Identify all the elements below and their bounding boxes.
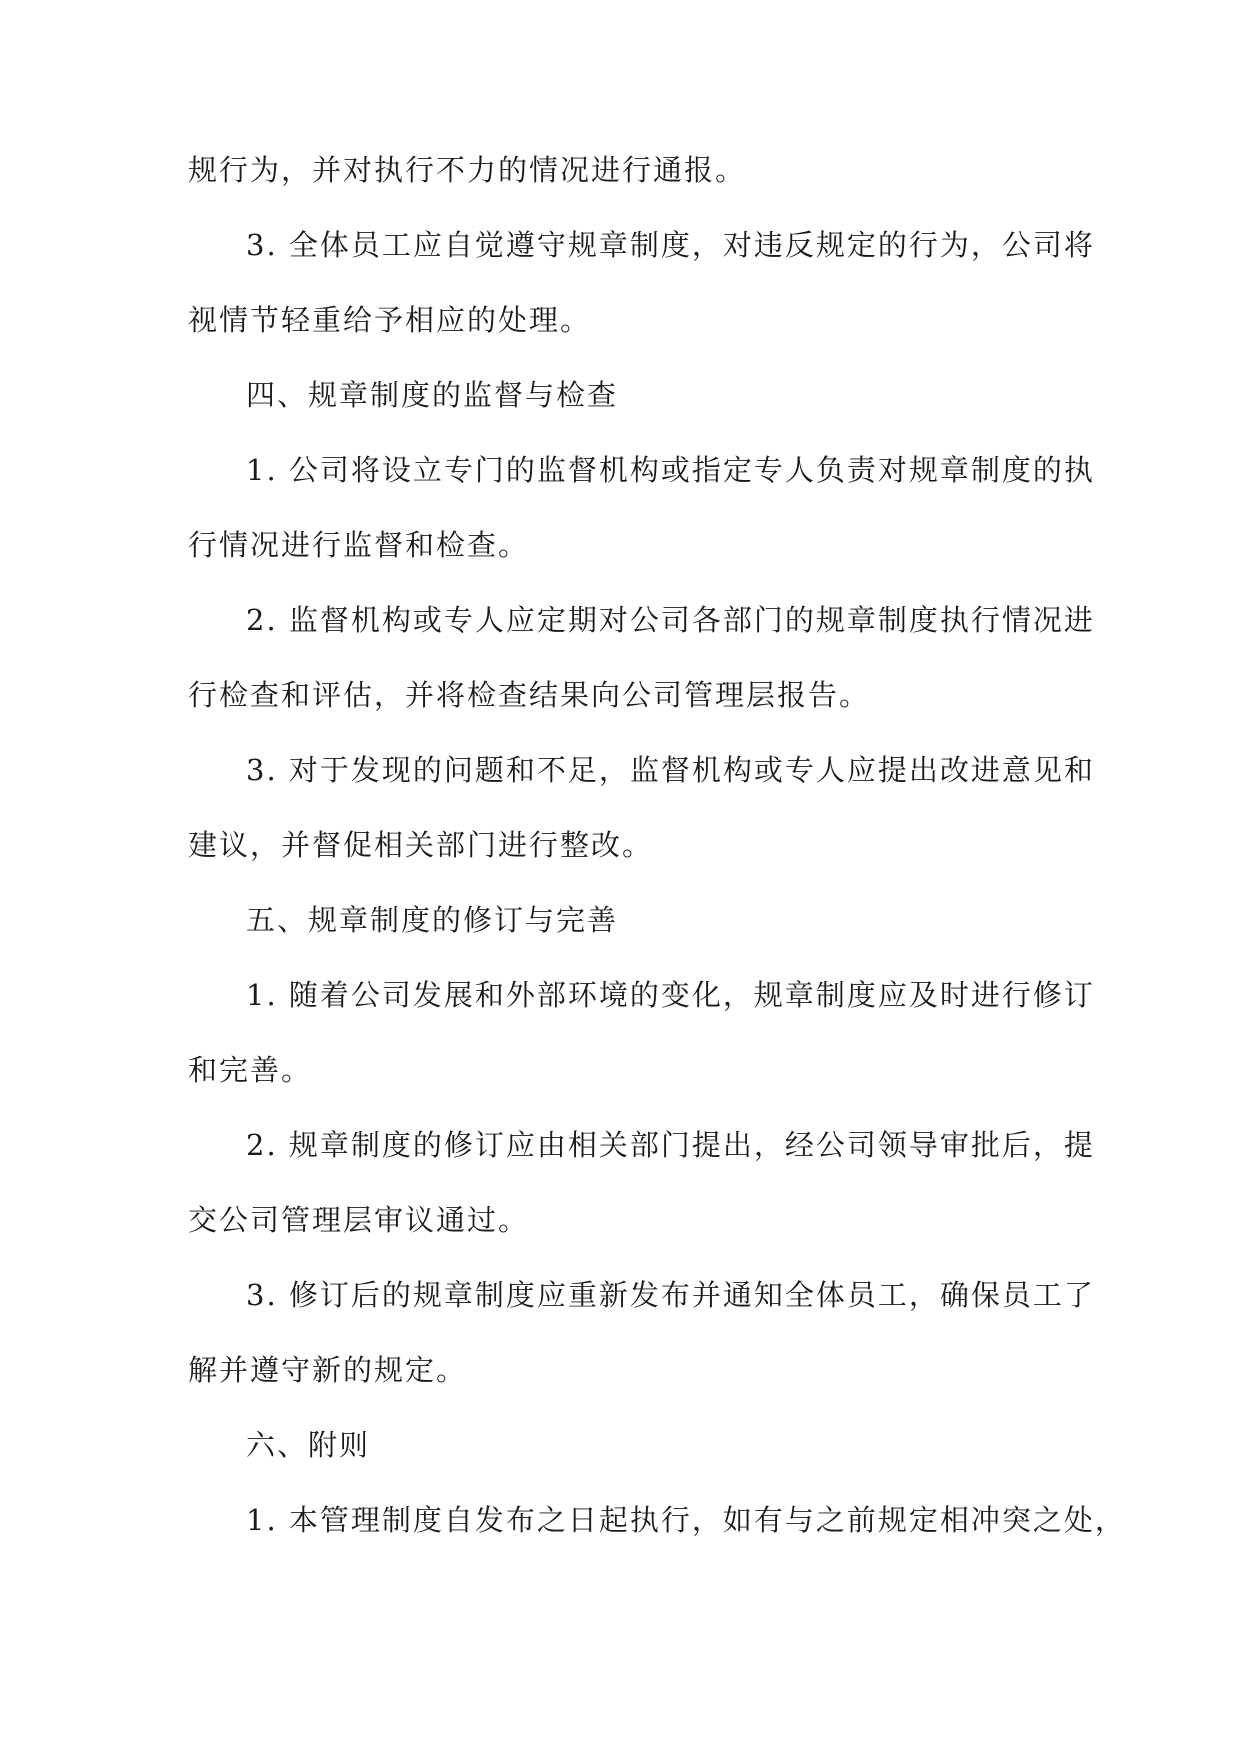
paragraph-line: 规行为，并对执行不力的情况进行通报。 [188,153,747,187]
paragraph-line: 行检查和评估，并将检查结果向公司管理层报告。 [188,678,871,712]
paragraph-line: 3. 修订后的规章制度应重新发布并通知全体员工，确保员工了 [246,1278,1095,1312]
paragraph-line: 和完善。 [188,1053,313,1087]
paragraph-line: 行情况进行监督和检查。 [188,528,530,562]
paragraph-line: 3. 全体员工应自觉遵守规章制度，对违反规定的行为，公司将 [246,228,1095,262]
paragraph-line: 3. 对于发现的问题和不足，监督机构或专人应提出改进意见和 [246,753,1095,787]
paragraph-line: 交公司管理层审议通过。 [188,1203,530,1237]
paragraph-line: 建议，并督促相关部门进行整改。 [188,828,654,862]
paragraph-line: 解并遵守新的规定。 [188,1353,468,1387]
paragraph-line: 1. 公司将设立专门的监督机构或指定专人负责对规章制度的执 [246,453,1095,487]
paragraph-line: 2. 监督机构或专人应定期对公司各部门的规章制度执行情况进 [246,603,1095,637]
section-heading: 四、规章制度的监督与检查 [246,378,619,412]
section-heading: 六、附则 [246,1428,371,1462]
section-heading: 五、规章制度的修订与完善 [246,903,619,937]
paragraph-line: 2. 规章制度的修订应由相关部门提出，经公司领导审批后，提 [246,1128,1095,1162]
paragraph-line: 1. 随着公司发展和外部环境的变化，规章制度应及时进行修订 [246,978,1095,1012]
paragraph-line: 1. 本管理制度自发布之日起执行，如有与之前规定相冲突之处， [246,1503,1126,1537]
paragraph-line: 视情节轻重给予相应的处理。 [188,303,592,337]
